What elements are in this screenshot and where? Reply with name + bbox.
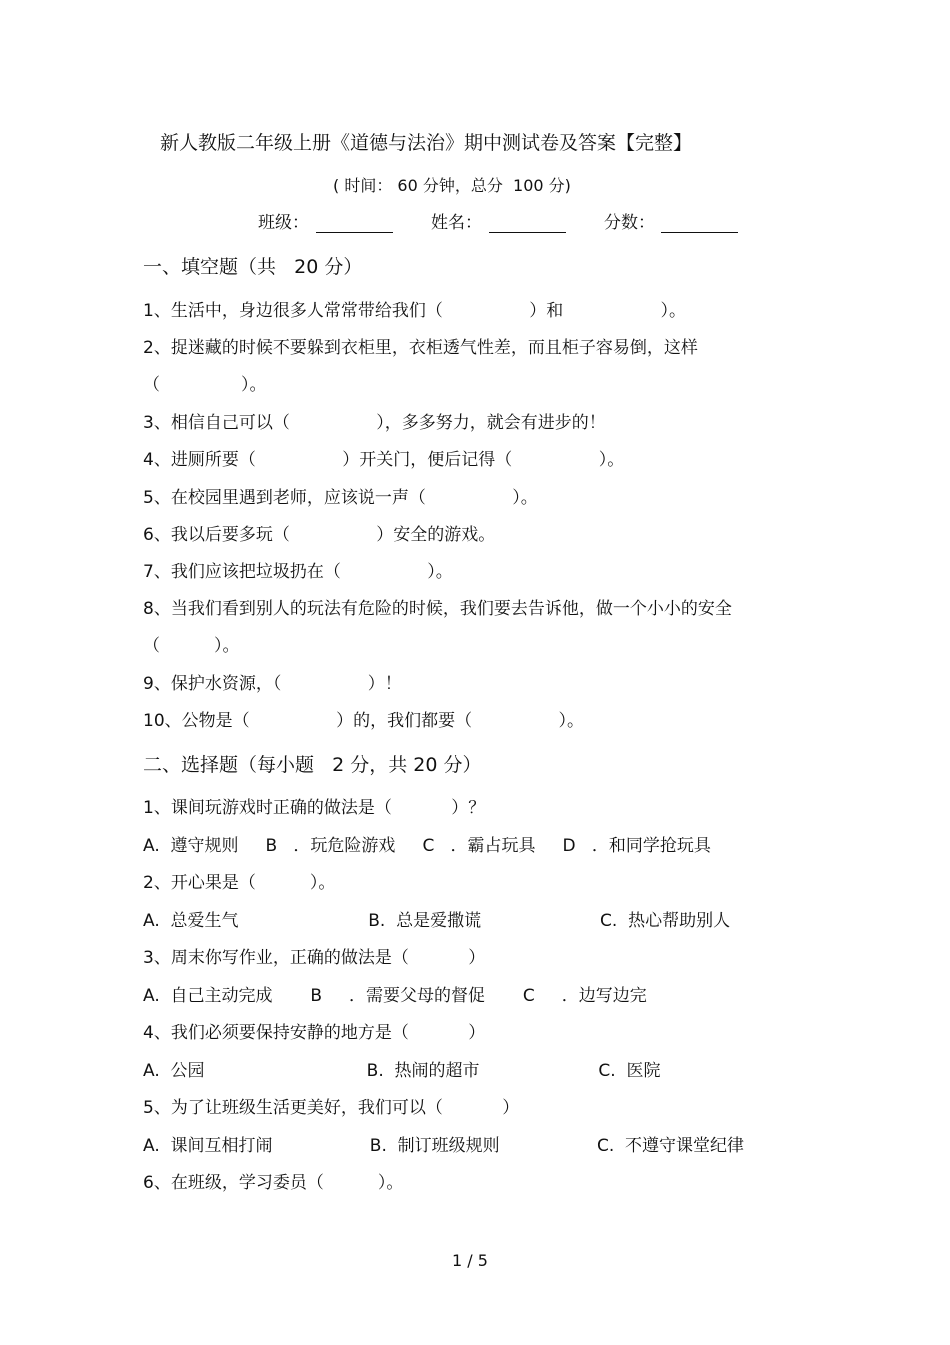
- question-line: （ ）。: [143, 636, 240, 656]
- question-line: 5、为了让班级生活更美好，我们可以（ ）: [143, 1098, 520, 1118]
- exam-time-info: ( 时间： 60 分钟，总分 100 分): [333, 176, 571, 195]
- name-label: 姓名：: [431, 213, 482, 233]
- question-line: 1、课间玩游戏时正确的做法是（ ）？: [143, 798, 486, 818]
- score-field[interactable]: [661, 232, 738, 233]
- choice-options: A. 自己主动完成 B ．需要父母的督促 C ．边写边完: [143, 986, 647, 1006]
- class-label: 班级：: [258, 213, 309, 233]
- choice-options: A. 遵守规则 B ．玩危险游戏 C ．霸占玩具 D ．和同学抢玩具: [143, 836, 711, 856]
- question-line: 2、开心果是（ ）。: [143, 873, 336, 893]
- class-field[interactable]: [316, 232, 393, 233]
- choice-options: A. 总爱生气 B. 总是爱撒谎 C. 热心帮助别人: [143, 911, 731, 931]
- question-line: 4、我们必须要保持安静的地方是（ ）: [143, 1023, 486, 1043]
- section-heading-fill-blank: 一、填空题（共 20 分）: [143, 256, 363, 278]
- question-line: 2、捉迷藏的时候不要躲到衣柜里，衣柜透气性差，而且柜子容易倒，这样: [143, 338, 698, 358]
- section-heading-multiple-choice: 二、选择题（每小题 2 分，共 20 分）: [143, 754, 482, 776]
- document-title: 新人教版二年级上册《道德与法治》期中测试卷及答案【完整】: [160, 132, 693, 154]
- question-line: 6、在班级，学习委员（ ）。: [143, 1173, 404, 1193]
- question-line: 8、当我们看到别人的玩法有危险的时候，我们要去告诉他，做一个小小的安全: [143, 599, 732, 619]
- question-line: 6、我以后要多玩（ ）安全的游戏。: [143, 525, 496, 545]
- question-line: 3、相信自己可以（ ），多多努力，就会有进步的！: [143, 413, 606, 433]
- question-line: 9、保护水资源，（ ）！: [143, 674, 402, 694]
- score-label: 分数：: [604, 213, 655, 233]
- question-line: 1、生活中，身边很多人常常带给我们（ ）和 ）。: [143, 301, 687, 321]
- name-field[interactable]: [489, 232, 566, 233]
- choice-options: A. 课间互相打闹 B. 制订班级规则 C. 不遵守课堂纪律: [143, 1136, 745, 1156]
- choice-options: A. 公园 B. 热闹的超市 C. 医院: [143, 1061, 661, 1081]
- question-line: 5、在校园里遇到老师，应该说一声（ ）。: [143, 488, 538, 508]
- question-line: （ ）。: [143, 375, 267, 395]
- question-line: 3、周末你写作业，正确的做法是（ ）: [143, 948, 486, 968]
- question-line: 7、我们应该把垃圾扔在（ ）。: [143, 562, 453, 582]
- question-line: 10、公物是（ ）的，我们都要（ ）。: [143, 711, 585, 731]
- question-line: 4、进厕所要（ ）开关门，便后记得（ ）。: [143, 450, 625, 470]
- page-number: 1 / 5: [452, 1251, 488, 1270]
